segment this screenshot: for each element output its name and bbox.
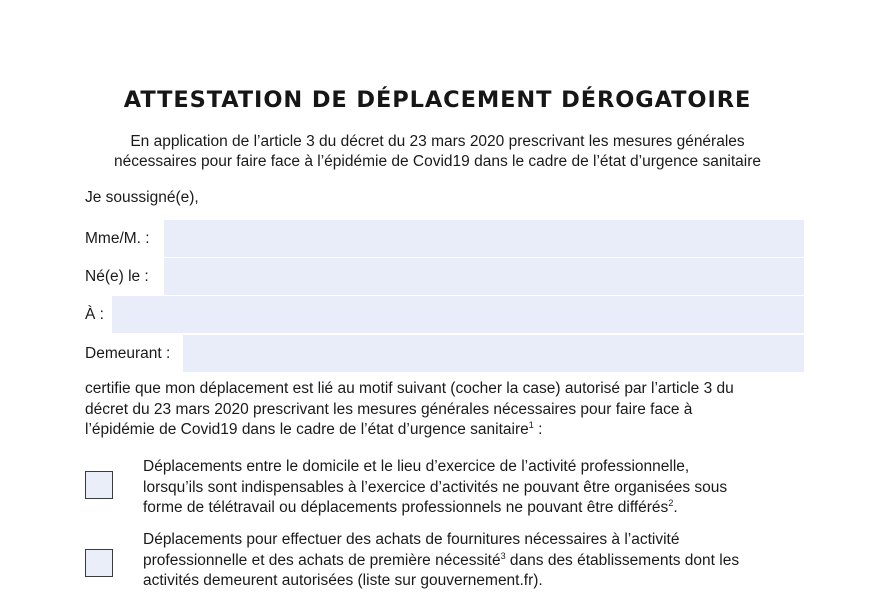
work-travel-option-text — [143, 457, 823, 519]
birthplace-field-row — [85, 296, 800, 332]
document-title: ATTESTATION DE DÉPLACEMENT DÉROGATOIRE — [123, 87, 752, 113]
subtitle-line-1: En application de l’article 3 du décret du 23 mars 2020 prescrivant les mesures générales — [130, 133, 745, 150]
option-line: activités demeurent autorisées (liste sur gouvernement.fr). — [143, 572, 543, 589]
birthplace-field[interactable] — [112, 296, 804, 333]
option-line: lorsqu’ils sont indispensables à l’exercice d’activités ne pouvant être organisées sous — [143, 478, 728, 496]
intro-text: Je soussigné(e), — [85, 189, 199, 206]
address-field-row — [85, 335, 800, 371]
address-field-label: Demeurant : — [85, 345, 171, 362]
option-line-text: forme de télétravail ou déplacements professionnels ne pouvant être différés — [143, 499, 669, 516]
option-line: Déplacements entre le domicile et le lieu d’exercice de l’activité professionnelle, — [143, 458, 690, 475]
birthplace-field-label: À : — [85, 306, 104, 323]
certify-paragraph — [85, 379, 805, 441]
name-field[interactable] — [164, 220, 804, 257]
option-line-suffix: . — [673, 499, 678, 516]
certify-line-3 — [85, 420, 805, 441]
shopping-option-text — [143, 530, 823, 592]
footnote-marker: 3 — [500, 550, 506, 561]
option-line — [143, 551, 823, 572]
certify-line-3-suffix: : — [533, 421, 543, 438]
work-travel-checkbox[interactable] — [85, 471, 113, 499]
document-subtitle — [0, 132, 875, 172]
name-field-label: Mme/M. : — [85, 230, 150, 247]
birthdate-field-label: Né(e) le : — [85, 268, 149, 285]
option-line-text: professionnelle et des achats de première nécessité — [143, 551, 501, 569]
option-line — [143, 498, 823, 519]
certify-line-3-text: l’épidémie de Covid19 dans le cadre de l’état d’urgence sanitaire — [85, 421, 529, 438]
subtitle-line-2: nécessaires pour faire face à l’épidémie de Covid19 dans le cadre de l’état d’urgence sanitaire — [113, 153, 762, 170]
footnote-marker: 1 — [528, 419, 534, 430]
birthdate-field-row — [85, 258, 800, 294]
name-field-row — [85, 220, 800, 256]
option-line: Déplacements pour effectuer des achats de fournitures nécessaires à l’activité — [143, 531, 680, 548]
certify-line-1: certifie que mon déplacement est lié au motif suivant (cocher la case) autorisé par l’article 3 du — [85, 380, 734, 397]
address-field[interactable] — [183, 335, 804, 372]
certify-line-2: décret du 23 mars 2020 prescrivant les mesures générales nécessaires pour faire face à — [85, 400, 693, 418]
birthdate-field[interactable] — [164, 258, 804, 295]
footnote-marker: 2 — [668, 497, 674, 508]
shopping-checkbox[interactable] — [85, 549, 113, 577]
option-line-text: dans des établissements dont les — [505, 551, 740, 569]
